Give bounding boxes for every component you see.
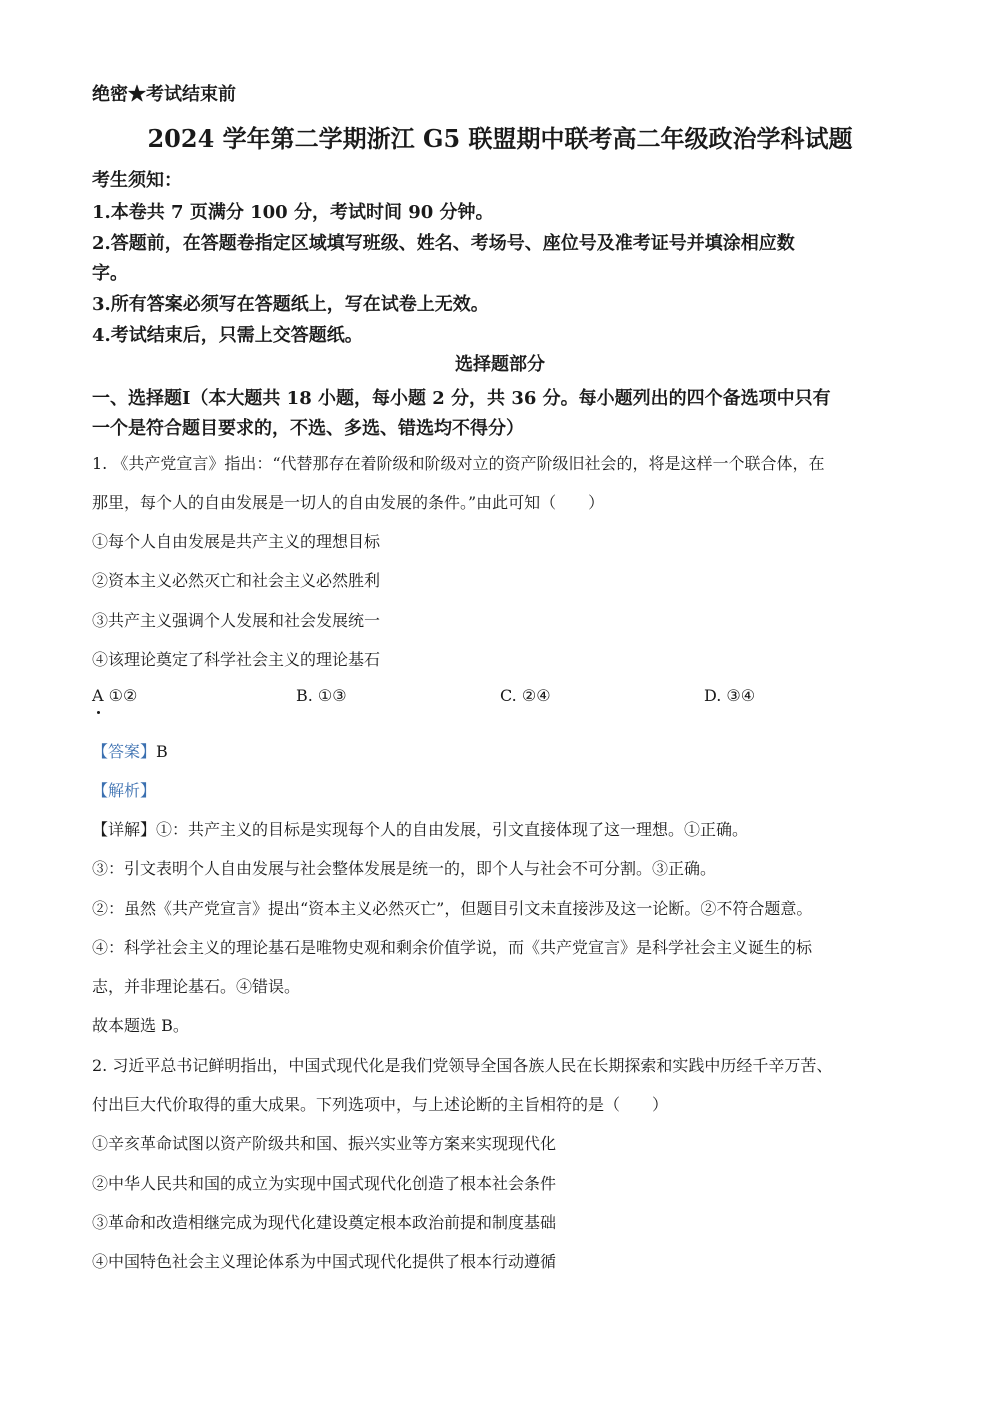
q1-conclusion: 故本题选 B。	[92, 1016, 189, 1035]
notice-item: 1.本卷共 7 页满分 100 分，考试时间 90 分钟。	[92, 202, 494, 223]
notice-item: 3.所有答案必须写在答题纸上，写在试卷上无效。	[92, 294, 489, 315]
q2-statement: ②中华人民共和国的成立为实现中国式现代化创造了根本社会条件	[92, 1174, 557, 1193]
q1-detail-line: ③：引文表明个人自由发展与社会整体发展是统一的，即个人与社会不可分割。③正确。	[92, 859, 717, 878]
notice-heading: 考生须知：	[92, 170, 182, 191]
section-title: 选择题部分	[455, 354, 545, 375]
q1-statement: ①每个人自由发展是共产主义的理想目标	[92, 532, 381, 551]
q1-statement: ③共产主义强调个人发展和社会发展统一	[92, 611, 381, 630]
q2-statement: ③革命和改造相继完成为现代化建设奠定根本政治前提和制度基础	[92, 1213, 557, 1232]
q1-option-c: C. ②④	[500, 686, 551, 705]
q1-detail-line: 【详解】①：共产主义的目标是实现每个人的自由发展，引文直接体现了这一理想。①正确。	[92, 820, 749, 839]
q1-statement: ④该理论奠定了科学社会主义的理论基石	[92, 650, 381, 669]
q1-option-b: B. ①③	[296, 686, 347, 705]
q2-stem-line: 付出巨大代价取得的重大成果。下列选项中，与上述论断的主旨相符的是（ ）	[92, 1095, 669, 1114]
q2-stem-line: 2. 习近平总书记鲜明指出，中国式现代化是我们党领导全国各族人民在长期探索和实践中历经千辛万苦、	[92, 1056, 833, 1075]
q1-stem-line: 1. 《共产党宣言》指出：“代替那存在着阶级和阶级对立的资产阶级旧社会的，将是这样一个联合体，在	[92, 454, 825, 473]
answer-tag: 【答案】	[92, 742, 157, 761]
q1-option-a: A ①②	[92, 686, 138, 705]
stray-dot	[97, 711, 100, 714]
q1-option-d: D. ③④	[704, 686, 756, 705]
q1-statement: ②资本主义必然灭亡和社会主义必然胜利	[92, 571, 381, 590]
q1-answer	[92, 739, 168, 762]
q1-stem-line: 那里，每个人的自由发展是一切人的自由发展的条件。”由此可知（ ）	[92, 493, 605, 512]
notice-item: 2.答题前，在答题卷指定区域填写班级、姓名、考场号、座位号及准考证号并填涂相应数	[92, 233, 795, 254]
q1-options	[92, 686, 912, 716]
notice-item: 4.考试结束后，只需上交答题纸。	[92, 325, 363, 346]
q1-detail-line: ④：科学社会主义的理论基石是唯物史观和剩余价值学说，而《共产党宣言》是科学社会主义诞生的标	[92, 938, 813, 957]
q1-detail-line: ②：虽然《共产党宣言》提出“资本主义必然灭亡”，但题目引文未直接涉及这一论断。②不符合题意。	[92, 899, 813, 918]
analysis-tag: 【解析】	[92, 781, 157, 800]
part-heading-line: 一、选择题Ⅰ（本大题共 18 小题，每小题 2 分，共 36 分。每小题列出的四个备选项中只有	[92, 388, 831, 409]
notice-item: 字。	[92, 263, 128, 284]
q2-statement: ①辛亥革命试图以资产阶级共和国、振兴实业等方案来实现现代化	[92, 1134, 557, 1153]
exam-title: 2024 学年第二学期浙江 G5 联盟期中联考高二年级政治学科试题	[147, 124, 853, 153]
q2-statement: ④中国特色社会主义理论体系为中国式现代化提供了根本行动遵循	[92, 1252, 557, 1271]
part-heading-line: 一个是符合题目要求的，不选、多选、错选均不得分）	[92, 418, 524, 439]
q1-detail-line: 志，并非理论基石。④错误。	[92, 977, 301, 996]
answer-value: B	[156, 742, 168, 761]
confidential-label: 绝密★考试结束前	[92, 84, 236, 105]
